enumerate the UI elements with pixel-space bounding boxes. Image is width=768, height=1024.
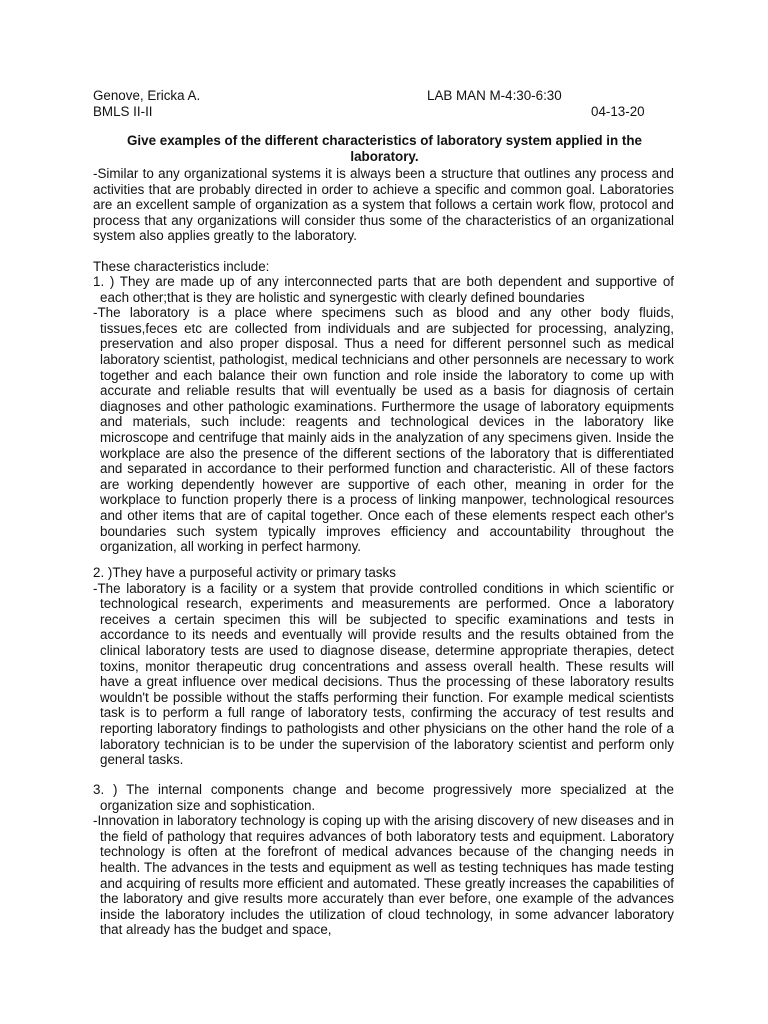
characteristic-explanation: -The laboratory is a place where specimens such as blood and any other body fluids, tissues,feces etc are collected from individuals and are subjected for processing, analyzing, preservation and also proper disposal. Thus a need for different personnel such as medical laboratory scientist, pathologist, medical technicians and other personnels are necessary to work together and each balance their own function and role inside the laboratory to come up with accurate and reliable results that will eventually be used as a basis for diagnosis of certain diagnoses and other pathologic examinations. Furthermore the usage of laboratory equipments and materials, such include: reagents and technological devices in the laboratory like microscope and centrifuge that mainly aids in the analyzation of any specimens given. Inside the workplace are also the presence of the different sections of the laboratory that is differentiated and separated in accordance to their performed function and characteristic. All of these factors are working dependently however are supportive of each other, meaning in order for the workplace to function properly there is a process of linking manpower, technological resources and other items that are of capital together. Once each of these elements respect each other's boundaries such system typically improves efficiency and accountability throughout the organization, all working in perfect harmony. <box>93 305 674 555</box>
characteristic-explanation: -Innovation in laboratory technology is coping up with the arising discovery of new diseases and in the field of pathology that requires advances of both laboratory tests and equipment. Laboratory technology is often at the forefront of medical advances because of the changing needs in health. The advances in the tests and equipment as well as testing techniques has made testing and acquiring of results more efficient and automated. These greatly increases the capabilities of the laboratory and give results more accurately than ever before, one example of the advances inside the laboratory includes the utilization of cloud technology, in some advancer laboratory that already has the budget and space, <box>93 813 674 938</box>
characteristic-heading: 2. )They have a purposeful activity or primary tasks <box>93 565 396 580</box>
document-date: 04-13-20 <box>591 104 645 119</box>
characteristic-heading: 1. ) They are made up of any interconnected parts that are both dependent and supportive of each other;that is they are holistic and synergestic with clearly defined boundaries <box>93 274 674 305</box>
characteristics-lead-in: These characteristics include: <box>93 259 270 274</box>
question-title: Give examples of the different characteristics of laboratory system applied in the laboratory. <box>127 133 642 164</box>
intro-paragraph: -Similar to any organizational systems it is always been a structure that outlines any process and activities that are probably directed in order to achieve a specific and common goal. Laboratories are an excellent sample of organization as a system that follows a certain work flow, protocol and process that any organizations will consider thus some of the characteristics of an organizational system also applies greatly to the laboratory. <box>93 166 674 244</box>
student-section: BMLS II-II <box>93 104 153 119</box>
lab-schedule: LAB MAN M-4:30-6:30 <box>427 88 562 103</box>
characteristic-explanation: -The laboratory is a facility or a system that provide controlled conditions in which scientific or technological research, experiments and measurements are performed. Once a laboratory receives a certain specimen this will be subjected to specific examinations and tests in accordance to its needs and eventually will provide results and the results obtained from the clinical laboratory tests are used to diagnose disease, determine appropriate therapies, detect toxins, monitor therapeutic drug concentrations and assess overall health. These results will have a great influence over medical decisions. Thus the processing of these laboratory results wouldn't be possible without the staffs performing their function. For example medical scientists task is to perform a full range of laboratory tests, confirming the accuracy of test results and reporting laboratory findings to pathologists and other physicians on the other hand the role of a laboratory technician is to be under the supervision of the laboratory scientist and perform only general tasks. <box>93 580 674 768</box>
student-name: Genove, Ericka A. <box>93 88 201 103</box>
characteristic-1 <box>93 274 674 555</box>
characteristic-heading: 3. ) The internal components change and become progressively more specialized at the organization size and sophistication. <box>93 782 674 813</box>
characteristic-2 <box>93 565 674 768</box>
characteristic-3 <box>93 782 674 938</box>
